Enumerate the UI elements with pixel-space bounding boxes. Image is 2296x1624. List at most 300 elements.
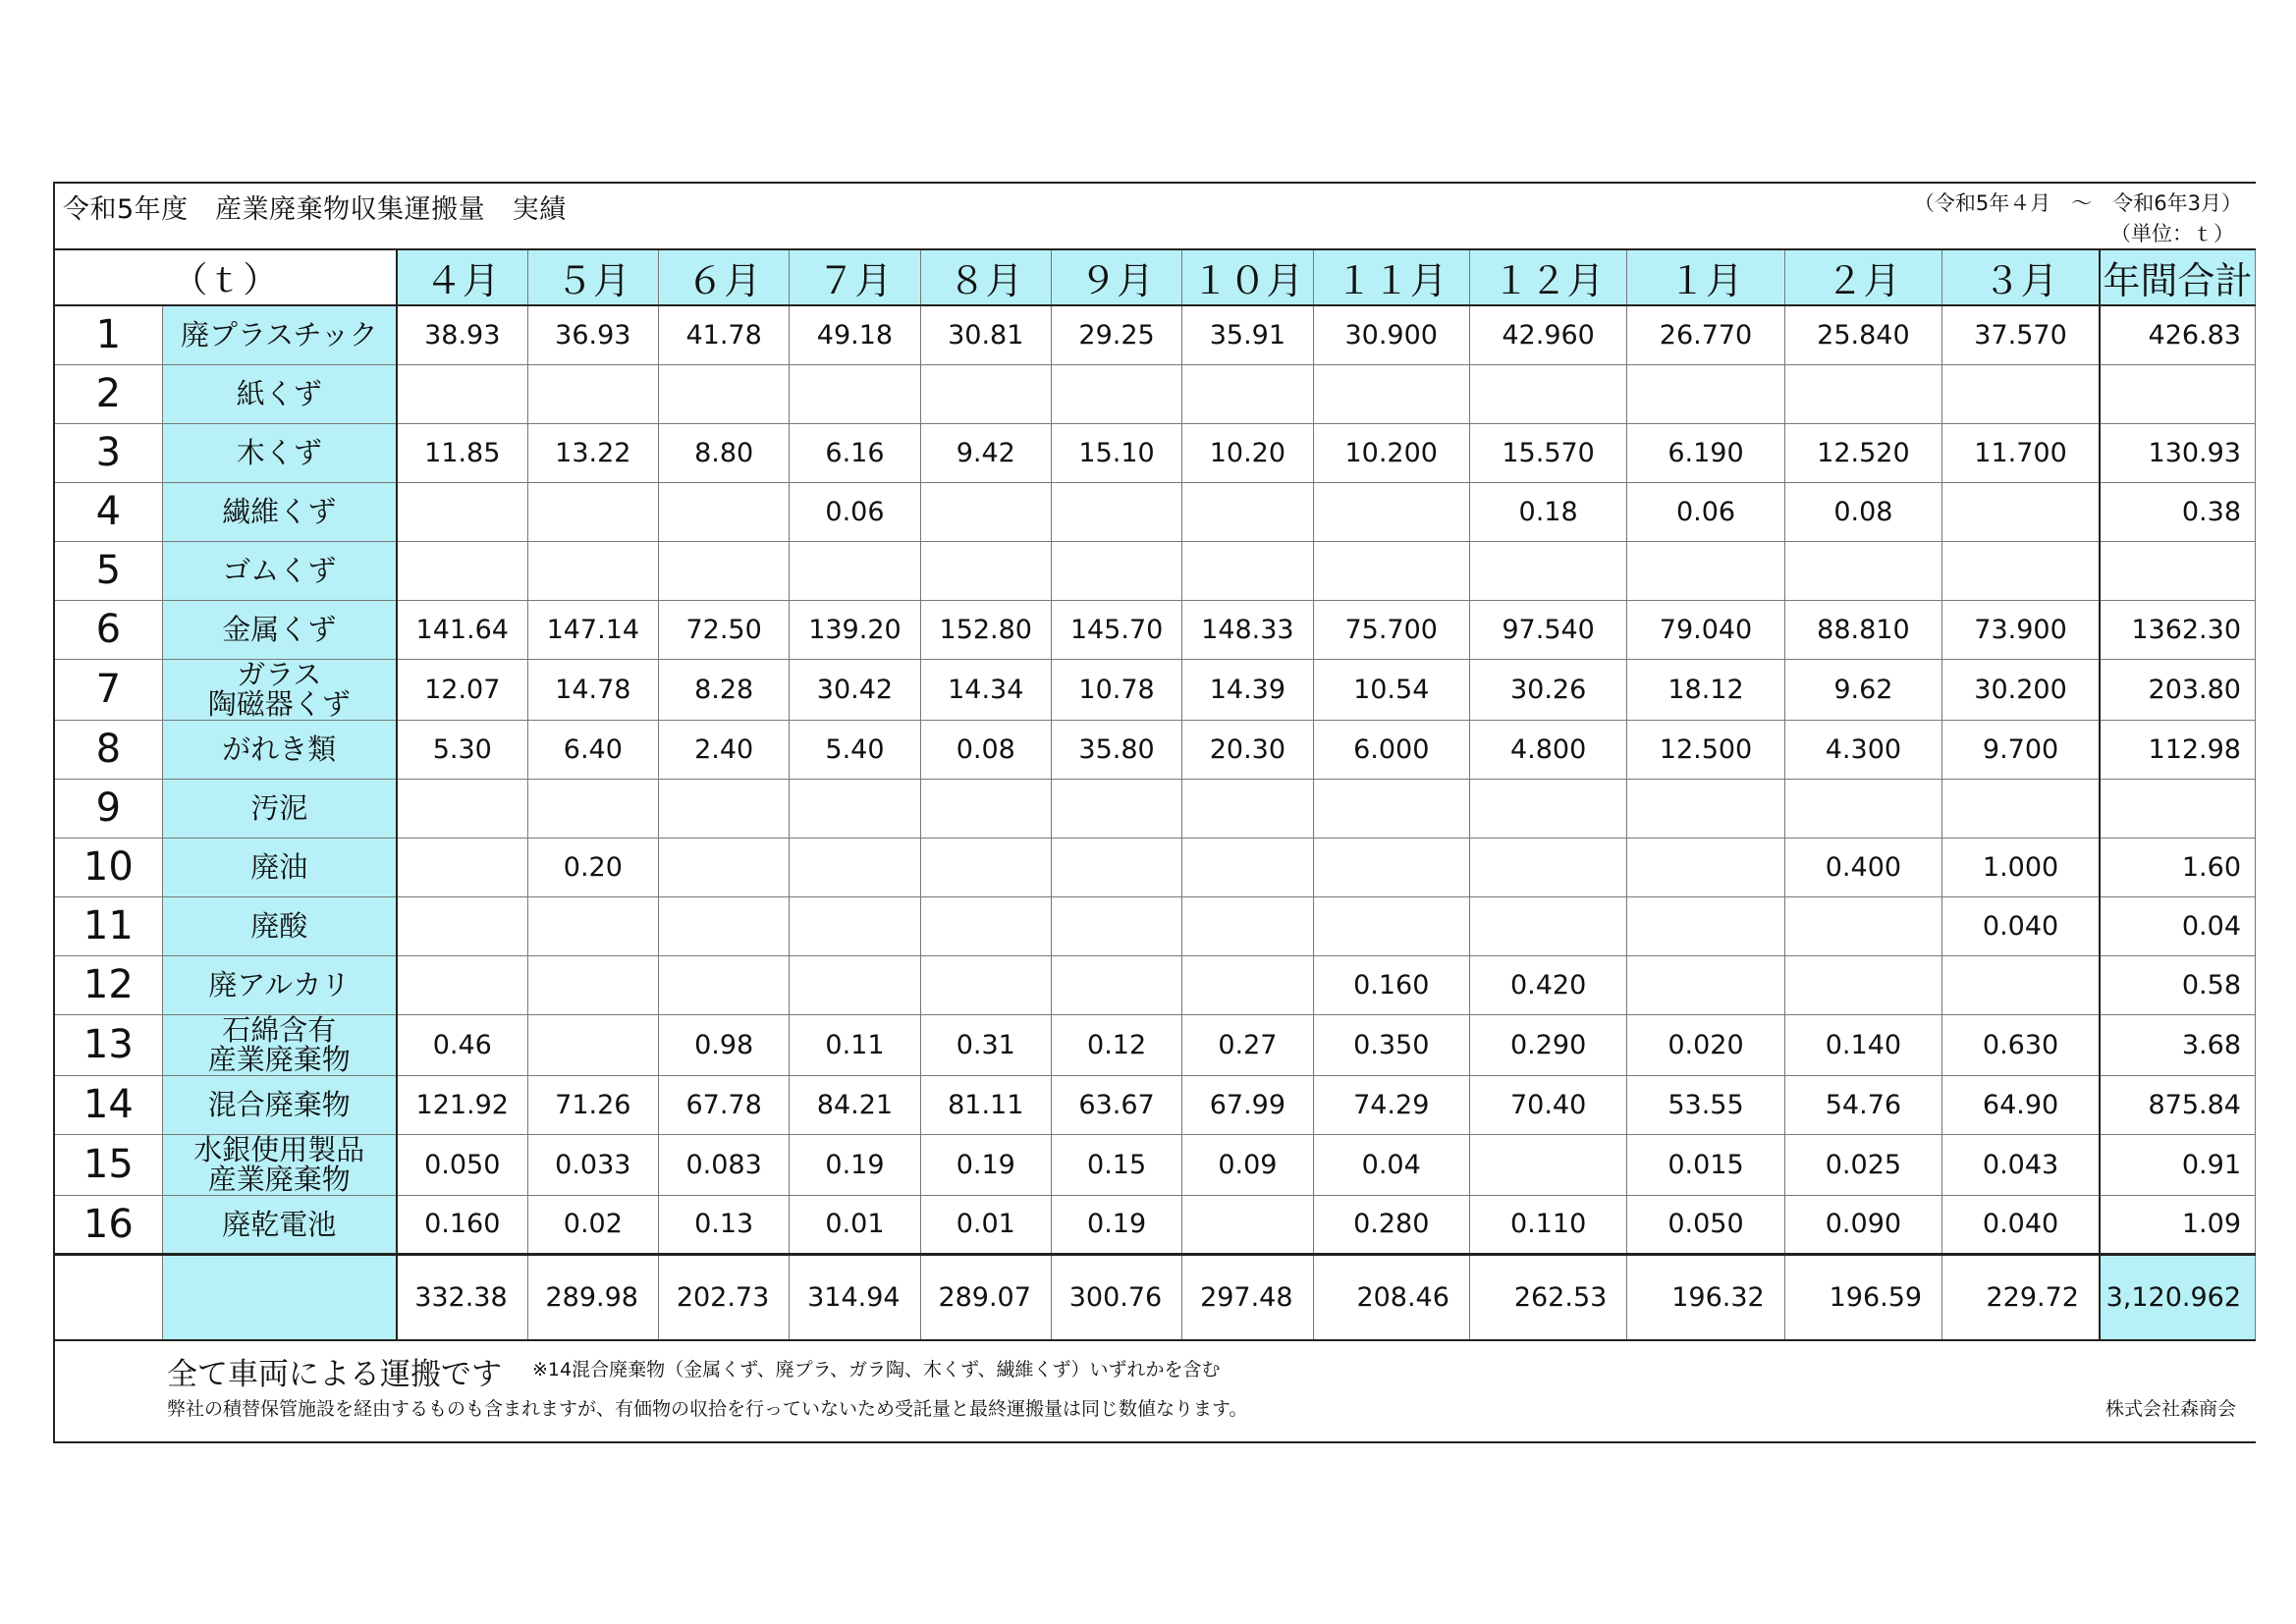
annual-value-cell [2100, 541, 2256, 600]
annual-value-cell: 112.98 [2100, 720, 2256, 779]
monthly-value-cell [790, 955, 920, 1014]
monthly-value-cell [1942, 779, 2100, 838]
monthly-value-cell: 0.280 [1313, 1195, 1469, 1254]
monthly-value-cell [1182, 482, 1313, 541]
month-header: ３月 [1942, 249, 2100, 305]
monthly-value-cell [527, 1014, 658, 1075]
row-number: 15 [54, 1134, 162, 1195]
monthly-value-cell: 0.09 [1182, 1134, 1313, 1195]
monthly-value-cell [527, 955, 658, 1014]
monthly-value-cell [1313, 541, 1469, 600]
monthly-value-cell: 0.290 [1469, 1014, 1626, 1075]
totals-blank-cell [54, 1254, 162, 1340]
table-row [54, 1075, 2256, 1134]
monthly-value-cell [1313, 482, 1469, 541]
monthly-total-cell: 289.07 [920, 1254, 1051, 1340]
monthly-value-cell: 10.20 [1182, 423, 1313, 482]
monthly-value-cell: 49.18 [790, 305, 920, 364]
waste-category-label: 金属くず [222, 613, 337, 646]
annual-value-cell: 875.84 [2100, 1075, 2256, 1134]
annual-value-cell: 0.58 [2100, 955, 2256, 1014]
monthly-value-cell: 41.78 [658, 305, 789, 364]
monthly-value-cell: 73.900 [1942, 600, 2100, 659]
row-number: 7 [54, 659, 162, 720]
row-number: 2 [54, 364, 162, 423]
waste-category-cell [162, 364, 397, 423]
monthly-value-cell [527, 364, 658, 423]
monthly-total-cell: 229.72 [1942, 1254, 2100, 1340]
monthly-value-cell: 63.67 [1051, 1075, 1181, 1134]
monthly-total-cell: 208.46 [1313, 1254, 1469, 1340]
table-body [54, 305, 2256, 1340]
monthly-value-cell: 0.13 [658, 1195, 789, 1254]
monthly-value-cell [1942, 541, 2100, 600]
monthly-total-cell: 300.76 [1051, 1254, 1181, 1340]
monthly-value-cell: 0.98 [658, 1014, 789, 1075]
monthly-value-cell: 67.99 [1182, 1075, 1313, 1134]
monthly-value-cell: 9.62 [1784, 659, 1941, 720]
monthly-value-cell: 0.420 [1469, 955, 1626, 1014]
transport-note: 全て車両による運搬です [167, 1357, 502, 1392]
monthly-total-cell: 332.38 [397, 1254, 527, 1340]
month-header: ７月 [790, 249, 920, 305]
monthly-value-cell: 148.33 [1182, 600, 1313, 659]
monthly-value-cell [527, 541, 658, 600]
waste-category-label: 陶磁器くず [207, 687, 351, 720]
monthly-value-cell [1051, 541, 1181, 600]
monthly-value-cell [1182, 1195, 1313, 1254]
monthly-value-cell: 97.540 [1469, 600, 1626, 659]
waste-volume-table [53, 248, 2256, 1341]
table-row [54, 1014, 2256, 1075]
unit-header-cell: （ｔ） [54, 249, 397, 305]
waste-category-label: 廃酸 [250, 909, 308, 943]
monthly-value-cell [1784, 541, 1941, 600]
report-sheet [53, 182, 2256, 1443]
monthly-value-cell [790, 364, 920, 423]
monthly-value-cell: 30.900 [1313, 305, 1469, 364]
row-number: 1 [54, 305, 162, 364]
monthly-total-cell: 196.59 [1784, 1254, 1941, 1340]
monthly-value-cell [397, 838, 527, 896]
monthly-value-cell: 0.01 [920, 1195, 1051, 1254]
monthly-value-cell [397, 955, 527, 1014]
monthly-value-cell [1182, 364, 1313, 423]
monthly-value-cell [527, 779, 658, 838]
monthly-value-cell: 0.160 [1313, 955, 1469, 1014]
waste-category-cell [162, 482, 397, 541]
monthly-value-cell: 1.000 [1942, 838, 2100, 896]
monthly-total-cell: 289.98 [527, 1254, 658, 1340]
period-label: （令和5年４月 ～ 令和6年3月） [1913, 191, 2242, 215]
monthly-value-cell: 0.01 [790, 1195, 920, 1254]
waste-category-cell [162, 541, 397, 600]
monthly-value-cell: 14.39 [1182, 659, 1313, 720]
table-row [54, 364, 2256, 423]
row-number: 13 [54, 1014, 162, 1075]
monthly-value-cell [1942, 955, 2100, 1014]
monthly-value-cell: 9.42 [920, 423, 1051, 482]
waste-category-cell [162, 1134, 397, 1195]
annual-value-cell [2100, 364, 2256, 423]
monthly-value-cell [1051, 482, 1181, 541]
annual-value-cell: 3.68 [2100, 1014, 2256, 1075]
monthly-value-cell: 0.27 [1182, 1014, 1313, 1075]
monthly-value-cell: 30.42 [790, 659, 920, 720]
monthly-value-cell [1313, 779, 1469, 838]
monthly-value-cell: 0.46 [397, 1014, 527, 1075]
monthly-value-cell [1784, 779, 1941, 838]
month-header: ６月 [658, 249, 789, 305]
monthly-value-cell: 0.040 [1942, 896, 2100, 955]
monthly-value-cell [920, 955, 1051, 1014]
waste-category-cell [162, 659, 397, 720]
monthly-value-cell [1051, 896, 1181, 955]
waste-category-label: ガラス [237, 659, 322, 691]
monthly-value-cell: 0.19 [920, 1134, 1051, 1195]
grand-total-cell: 3,120.962 [2100, 1254, 2256, 1340]
monthly-value-cell [658, 955, 789, 1014]
table-row [54, 482, 2256, 541]
monthly-value-cell: 4.300 [1784, 720, 1941, 779]
monthly-value-cell: 12.520 [1784, 423, 1941, 482]
monthly-value-cell [1627, 896, 1784, 955]
month-header: ２月 [1784, 249, 1941, 305]
table-row [54, 1134, 2256, 1195]
monthly-value-cell: 35.91 [1182, 305, 1313, 364]
monthly-value-cell: 30.26 [1469, 659, 1626, 720]
waste-category-label: 水銀使用製品 [193, 1134, 365, 1166]
row-number: 16 [54, 1195, 162, 1254]
row-number: 12 [54, 955, 162, 1014]
row-number: 14 [54, 1075, 162, 1134]
monthly-value-cell: 5.30 [397, 720, 527, 779]
monthly-value-cell: 30.81 [920, 305, 1051, 364]
totals-row [54, 1254, 2256, 1340]
monthly-value-cell [1627, 838, 1784, 896]
annual-value-cell: 426.83 [2100, 305, 2256, 364]
waste-category-label: 産業廃棄物 [207, 1043, 351, 1075]
annual-total-header: 年間合計 [2100, 249, 2256, 305]
monthly-value-cell: 84.21 [790, 1075, 920, 1134]
monthly-value-cell: 145.70 [1051, 600, 1181, 659]
monthly-value-cell [1051, 955, 1181, 1014]
monthly-value-cell [1469, 779, 1626, 838]
waste-category-label: 廃アルカリ [208, 968, 351, 1001]
monthly-value-cell [920, 838, 1051, 896]
monthly-value-cell [1469, 364, 1626, 423]
row-number: 11 [54, 896, 162, 955]
waste-category-label: 混合廃棄物 [207, 1088, 351, 1121]
annual-value-cell: 1.09 [2100, 1195, 2256, 1254]
waste-category-label: 廃プラスチック [180, 318, 378, 352]
waste-category-label: ゴムくず [222, 554, 337, 587]
monthly-value-cell [1313, 838, 1469, 896]
monthly-value-cell: 0.160 [397, 1195, 527, 1254]
monthly-value-cell [790, 896, 920, 955]
monthly-value-cell: 2.40 [658, 720, 789, 779]
annual-value-cell: 130.93 [2100, 423, 2256, 482]
row-number: 8 [54, 720, 162, 779]
monthly-value-cell: 88.810 [1784, 600, 1941, 659]
monthly-value-cell: 4.800 [1469, 720, 1626, 779]
waste-category-cell [162, 305, 397, 364]
monthly-value-cell [1942, 364, 2100, 423]
monthly-value-cell: 121.92 [397, 1075, 527, 1134]
table-row [54, 838, 2256, 896]
monthly-value-cell: 0.15 [1051, 1134, 1181, 1195]
monthly-value-cell [1182, 838, 1313, 896]
waste-category-label: 廃油 [250, 850, 308, 884]
monthly-value-cell [1627, 779, 1784, 838]
monthly-value-cell: 0.033 [527, 1134, 658, 1195]
monthly-value-cell: 0.043 [1942, 1134, 2100, 1195]
monthly-value-cell: 25.840 [1784, 305, 1941, 364]
monthly-value-cell: 141.64 [397, 600, 527, 659]
monthly-value-cell: 139.20 [790, 600, 920, 659]
waste-category-cell [162, 838, 397, 896]
monthly-total-cell: 297.48 [1182, 1254, 1313, 1340]
monthly-value-cell: 15.10 [1051, 423, 1181, 482]
row-number: 3 [54, 423, 162, 482]
waste-category-cell [162, 955, 397, 1014]
monthly-value-cell: 0.12 [1051, 1014, 1181, 1075]
monthly-value-cell: 11.85 [397, 423, 527, 482]
monthly-value-cell [920, 482, 1051, 541]
monthly-value-cell [1784, 364, 1941, 423]
monthly-value-cell: 36.93 [527, 305, 658, 364]
monthly-value-cell: 0.400 [1784, 838, 1941, 896]
monthly-value-cell: 35.80 [1051, 720, 1181, 779]
monthly-value-cell: 0.02 [527, 1195, 658, 1254]
monthly-value-cell: 15.570 [1469, 423, 1626, 482]
page-title: 令和5年度 産業廃棄物収集運搬量 実績 [63, 194, 567, 225]
monthly-value-cell [1051, 364, 1181, 423]
annual-value-cell: 0.04 [2100, 896, 2256, 955]
monthly-value-cell: 67.78 [658, 1075, 789, 1134]
month-header: ４月 [397, 249, 527, 305]
monthly-value-cell [397, 482, 527, 541]
monthly-value-cell: 0.08 [1784, 482, 1941, 541]
row-number: 6 [54, 600, 162, 659]
monthly-value-cell [1182, 955, 1313, 1014]
waste-category-cell [162, 1014, 397, 1075]
table-row [54, 305, 2256, 364]
monthly-value-cell: 0.630 [1942, 1014, 2100, 1075]
monthly-value-cell: 26.770 [1627, 305, 1784, 364]
mixed-waste-note: ※14混合廃棄物（金属くず、廃プラ、ガラ陶、木くず、繊維くず）いずれかを含む [532, 1359, 1221, 1380]
monthly-value-cell: 147.14 [527, 600, 658, 659]
monthly-value-cell [397, 541, 527, 600]
table-row [54, 1195, 2256, 1254]
monthly-value-cell: 0.08 [920, 720, 1051, 779]
monthly-value-cell: 8.80 [658, 423, 789, 482]
monthly-value-cell [920, 541, 1051, 600]
waste-category-label: 木くず [236, 436, 322, 469]
monthly-value-cell [790, 838, 920, 896]
monthly-value-cell: 0.020 [1627, 1014, 1784, 1075]
monthly-value-cell: 0.050 [1627, 1195, 1784, 1254]
waste-category-cell [162, 720, 397, 779]
monthly-value-cell [920, 896, 1051, 955]
monthly-value-cell [920, 364, 1051, 423]
monthly-value-cell [1942, 482, 2100, 541]
totals-label-cell [162, 1254, 397, 1340]
monthly-value-cell: 14.78 [527, 659, 658, 720]
monthly-value-cell: 0.090 [1784, 1195, 1941, 1254]
monthly-value-cell: 18.12 [1627, 659, 1784, 720]
company-name: 株式会社森商会 [2105, 1398, 2236, 1420]
monthly-value-cell [1469, 541, 1626, 600]
month-header-row [54, 249, 2256, 305]
waste-category-label: 廃乾電池 [222, 1207, 337, 1241]
monthly-value-cell [658, 779, 789, 838]
monthly-value-cell: 74.29 [1313, 1075, 1469, 1134]
table-row [54, 423, 2256, 482]
waste-category-cell [162, 1075, 397, 1134]
monthly-value-cell: 10.78 [1051, 659, 1181, 720]
monthly-value-cell: 29.25 [1051, 305, 1181, 364]
monthly-value-cell [1051, 838, 1181, 896]
annual-value-cell [2100, 779, 2256, 838]
monthly-value-cell: 75.700 [1313, 600, 1469, 659]
table-row [54, 600, 2256, 659]
monthly-value-cell: 70.40 [1469, 1075, 1626, 1134]
monthly-value-cell: 0.31 [920, 1014, 1051, 1075]
monthly-value-cell [397, 896, 527, 955]
monthly-value-cell: 0.015 [1627, 1134, 1784, 1195]
table-row [54, 955, 2256, 1014]
month-header: １２月 [1469, 249, 1626, 305]
monthly-value-cell [1469, 838, 1626, 896]
monthly-value-cell: 0.040 [1942, 1195, 2100, 1254]
monthly-value-cell [1313, 364, 1469, 423]
monthly-value-cell: 0.18 [1469, 482, 1626, 541]
monthly-value-cell [397, 364, 527, 423]
monthly-value-cell: 6.40 [527, 720, 658, 779]
storage-note: 弊社の積替保管施設を経由するものも含まれますが、有価物の収拾を行っていないため受託量と最終運搬量は同じ数値なります。 [167, 1398, 1248, 1420]
monthly-value-cell: 10.54 [1313, 659, 1469, 720]
table-row [54, 541, 2256, 600]
waste-category-label: 汚泥 [250, 791, 308, 825]
monthly-value-cell [1051, 779, 1181, 838]
monthly-value-cell: 5.40 [790, 720, 920, 779]
monthly-total-cell: 196.32 [1627, 1254, 1784, 1340]
monthly-value-cell [1784, 896, 1941, 955]
unit-label: （単位：ｔ） [2110, 222, 2234, 245]
month-header: ５月 [527, 249, 658, 305]
monthly-value-cell: 6.190 [1627, 423, 1784, 482]
monthly-value-cell: 30.200 [1942, 659, 2100, 720]
row-number: 9 [54, 779, 162, 838]
annual-value-cell: 1.60 [2100, 838, 2256, 896]
waste-category-cell [162, 423, 397, 482]
monthly-value-cell: 6.000 [1313, 720, 1469, 779]
monthly-value-cell [790, 779, 920, 838]
waste-category-label: がれき類 [222, 732, 337, 766]
monthly-value-cell: 10.200 [1313, 423, 1469, 482]
annual-value-cell: 0.38 [2100, 482, 2256, 541]
monthly-value-cell: 9.700 [1942, 720, 2100, 779]
monthly-value-cell: 0.19 [1051, 1195, 1181, 1254]
monthly-value-cell: 0.20 [527, 838, 658, 896]
monthly-value-cell: 11.700 [1942, 423, 2100, 482]
monthly-value-cell [397, 779, 527, 838]
row-number: 4 [54, 482, 162, 541]
monthly-value-cell: 0.050 [397, 1134, 527, 1195]
monthly-value-cell: 71.26 [527, 1075, 658, 1134]
monthly-value-cell: 0.140 [1784, 1014, 1941, 1075]
monthly-total-cell: 262.53 [1469, 1254, 1626, 1340]
monthly-value-cell: 72.50 [658, 600, 789, 659]
month-header: １０月 [1182, 249, 1313, 305]
monthly-value-cell [1469, 1134, 1626, 1195]
monthly-value-cell [1469, 896, 1626, 955]
monthly-value-cell: 14.34 [920, 659, 1051, 720]
annual-value-cell: 1362.30 [2100, 600, 2256, 659]
monthly-value-cell: 53.55 [1627, 1075, 1784, 1134]
monthly-value-cell: 42.960 [1469, 305, 1626, 364]
monthly-value-cell [1627, 955, 1784, 1014]
monthly-value-cell: 0.11 [790, 1014, 920, 1075]
monthly-value-cell [790, 541, 920, 600]
table-row [54, 659, 2256, 720]
monthly-value-cell [1182, 896, 1313, 955]
monthly-value-cell: 0.06 [1627, 482, 1784, 541]
waste-category-label: 紙くず [236, 377, 322, 410]
monthly-value-cell: 152.80 [920, 600, 1051, 659]
monthly-value-cell: 13.22 [527, 423, 658, 482]
monthly-value-cell: 0.083 [658, 1134, 789, 1195]
monthly-value-cell: 64.90 [1942, 1075, 2100, 1134]
monthly-value-cell [658, 896, 789, 955]
monthly-value-cell: 37.570 [1942, 305, 2100, 364]
monthly-value-cell: 0.06 [790, 482, 920, 541]
monthly-value-cell [1313, 896, 1469, 955]
month-header: １１月 [1313, 249, 1469, 305]
monthly-value-cell: 79.040 [1627, 600, 1784, 659]
waste-category-cell [162, 600, 397, 659]
monthly-value-cell [1627, 364, 1784, 423]
monthly-value-cell: 6.16 [790, 423, 920, 482]
table-row [54, 896, 2256, 955]
monthly-total-cell: 314.94 [790, 1254, 920, 1340]
monthly-value-cell: 0.025 [1784, 1134, 1941, 1195]
month-header: １月 [1627, 249, 1784, 305]
month-header: ９月 [1051, 249, 1181, 305]
monthly-value-cell [527, 896, 658, 955]
monthly-value-cell: 0.04 [1313, 1134, 1469, 1195]
monthly-value-cell: 0.350 [1313, 1014, 1469, 1075]
monthly-value-cell [1784, 955, 1941, 1014]
monthly-value-cell [658, 482, 789, 541]
monthly-value-cell [527, 482, 658, 541]
row-number: 10 [54, 838, 162, 896]
monthly-value-cell: 8.28 [658, 659, 789, 720]
table-row [54, 779, 2256, 838]
monthly-value-cell: 0.19 [790, 1134, 920, 1195]
monthly-value-cell: 38.93 [397, 305, 527, 364]
monthly-value-cell [1182, 779, 1313, 838]
monthly-value-cell: 12.07 [397, 659, 527, 720]
monthly-total-cell: 202.73 [658, 1254, 789, 1340]
waste-category-label: 石綿含有 [222, 1014, 337, 1047]
waste-category-cell [162, 1195, 397, 1254]
month-header: ８月 [920, 249, 1051, 305]
monthly-value-cell [1182, 541, 1313, 600]
waste-category-cell [162, 779, 397, 838]
waste-category-label: 繊維くず [222, 495, 337, 528]
